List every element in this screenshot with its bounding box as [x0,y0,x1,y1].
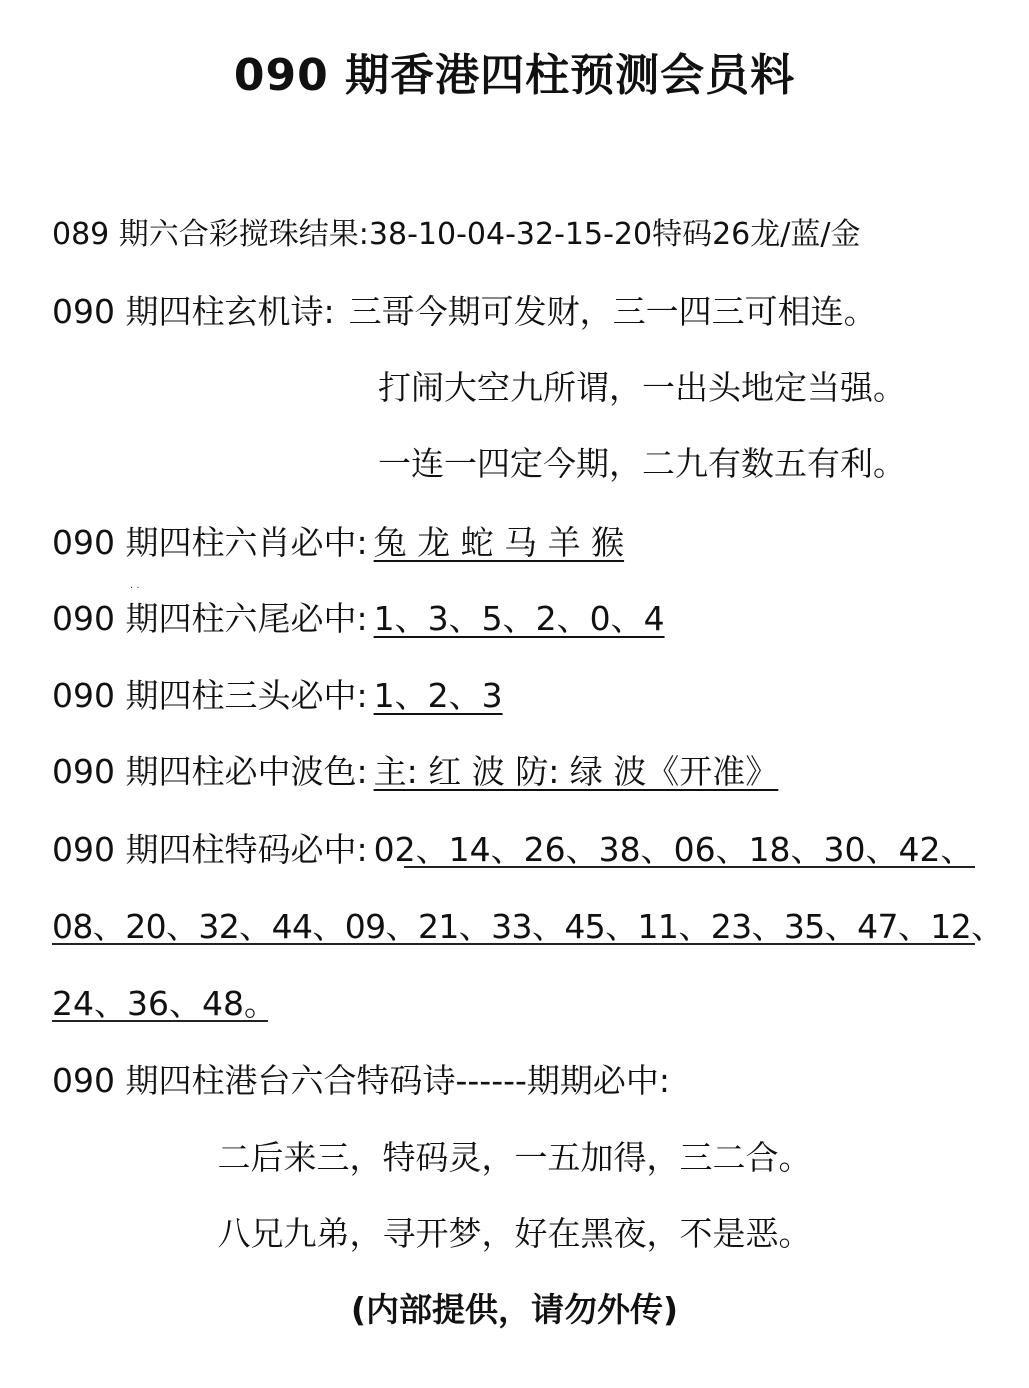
wave-value: 主: 红 波 防: 绿 波《开准》 [373,752,779,791]
result-line [52,213,860,257]
stray-dots: · · [130,583,140,594]
special-text-1: 02、14、26、38、06、18、30、42、 [373,830,974,869]
special-poem-line-1: 二后来三，特码灵，一五加得，三二合。 [217,1138,812,1177]
poem-line-2: 打闹大空九所谓，一出头地定当强。 [378,368,906,407]
poem-line-1 [52,290,877,334]
tails-value: 1、3、5、2、0、4 [373,599,665,638]
special-underline-1 [404,866,975,868]
zodiac-value: 兔 龙 蛇 马 羊 猴 [373,523,625,562]
result-label: 089 期六合彩搅珠结果: [52,217,369,252]
special-poem-label: 090 期四柱港台六合特码诗------期期必中: [52,1061,671,1100]
footer-note: (内部提供，请勿外传) [350,1290,679,1329]
special-line-3: 24、36、48。 [52,984,277,1023]
tails-label: 090 期四柱六尾必中: [52,599,368,638]
page-title: 090 期香港四柱预测会员料 [233,50,796,101]
special-line-2: 08、20、32、44、09、21、33、45、11、23、35、47、12、 [52,907,1004,946]
tails-line [52,597,665,641]
special-label: 090 期四柱特码必中: [52,830,368,869]
heads-line [52,674,503,718]
wave-line [52,750,778,794]
special-underline-3 [52,1020,268,1022]
zodiac-label: 090 期四柱六肖必中: [52,523,368,562]
wave-label: 090 期四柱必中波色: [52,752,368,791]
special-underline-2 [52,943,975,945]
special-poem-line-2: 八兄九弟，寻开梦，好在黑夜，不是恶。 [217,1214,812,1253]
zodiac-line [52,521,624,565]
poem-label: 090 期四柱玄机诗: [52,292,335,331]
poem-text-1: 三哥今期可发财，三一四三可相连。 [348,292,877,331]
heads-value: 1、2、3 [373,676,503,715]
poem-line-3: 一连一四定今期，二九有数五有利。 [378,444,906,483]
result-value: 38-10-04-32-15-20特码26龙/蓝/金 [368,217,861,252]
heads-label: 090 期四柱三头必中: [52,676,368,715]
